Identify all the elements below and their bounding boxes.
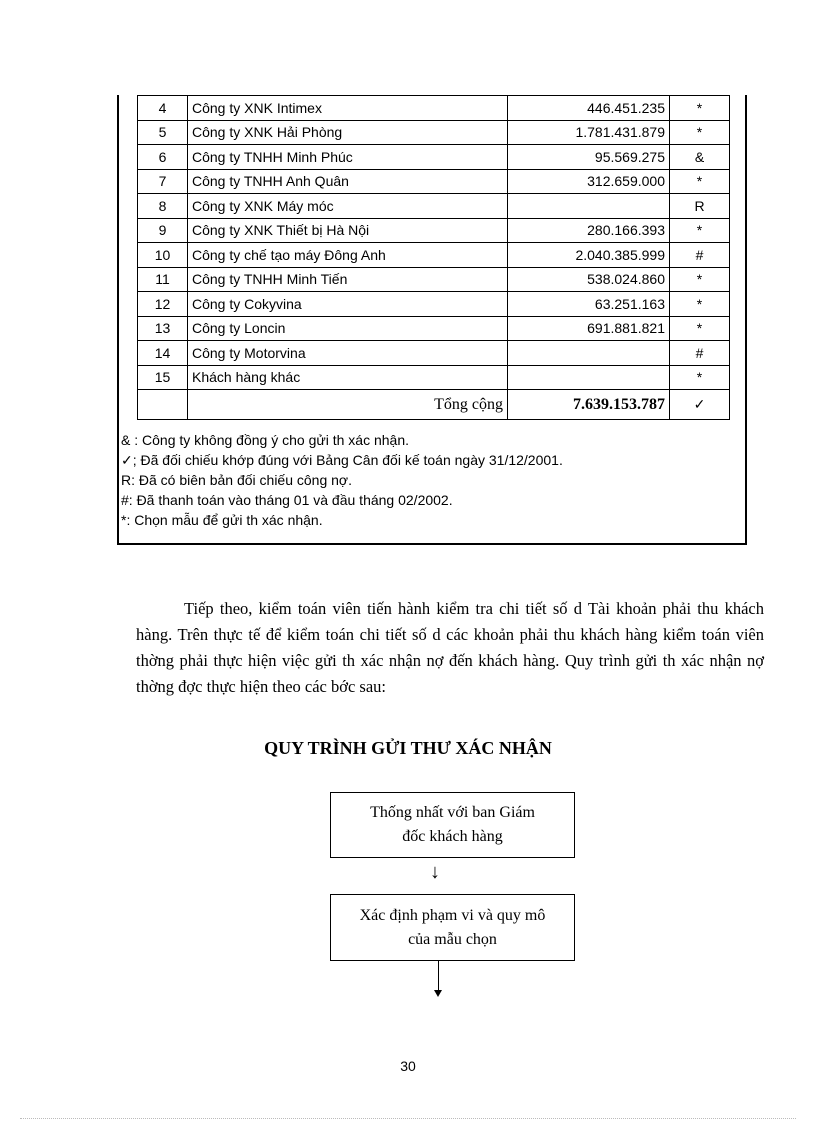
customer-name: Công ty XNK Hải Phòng <box>188 120 508 145</box>
total-row <box>138 390 730 420</box>
row-number: 13 <box>138 316 188 341</box>
customer-name: Khách hàng khác <box>188 365 508 390</box>
body-paragraph <box>136 596 764 700</box>
amount <box>508 341 670 366</box>
note-r: R: Đã có biên bản đối chiếu công nợ. <box>121 472 352 488</box>
flow-step-2 <box>330 894 575 961</box>
total-label: Tổng cộng <box>188 390 508 420</box>
amount: 446.451.235 <box>508 96 670 121</box>
row-number: 14 <box>138 341 188 366</box>
status-mark: * <box>670 120 730 145</box>
flow-step-1 <box>330 792 575 858</box>
total-amount: 7.639.153.787 <box>508 390 670 420</box>
amount: 280.166.393 <box>508 218 670 243</box>
table-row <box>138 194 730 219</box>
status-mark: * <box>670 96 730 121</box>
down-arrow-line <box>438 961 439 993</box>
customer-name: Công ty Loncin <box>188 316 508 341</box>
customer-name: Công ty XNK Intimex <box>188 96 508 121</box>
customer-name: Công ty TNHH Minh Phúc <box>188 145 508 170</box>
status-mark: * <box>670 267 730 292</box>
amount: 95.569.275 <box>508 145 670 170</box>
row-number: 12 <box>138 292 188 317</box>
receivables-table <box>137 95 730 420</box>
total-empty-cell <box>138 390 188 420</box>
status-mark: # <box>670 243 730 268</box>
page-number: 30 <box>400 1058 416 1074</box>
row-number: 15 <box>138 365 188 390</box>
note-hash: #: Đã thanh toán vào tháng 01 và đầu tháng 02/2002. <box>121 492 453 508</box>
table-row <box>138 218 730 243</box>
row-number: 10 <box>138 243 188 268</box>
row-number: 6 <box>138 145 188 170</box>
row-number: 9 <box>138 218 188 243</box>
down-arrow-icon: ↓ <box>430 861 440 883</box>
row-number: 8 <box>138 194 188 219</box>
row-number: 4 <box>138 96 188 121</box>
flow-step-2-text: Xác định phạm vi và quy mô của mẫu chọn <box>359 906 546 948</box>
receivables-table-box <box>117 95 747 545</box>
note-ampersand: & : Công ty không đồng ý cho gửi th xác nhận. <box>121 432 409 448</box>
amount <box>508 365 670 390</box>
note-asterisk: *: Chọn mẫu để gửi th xác nhận. <box>121 512 323 528</box>
status-mark: & <box>670 145 730 170</box>
page-bottom-divider <box>20 1118 796 1119</box>
customer-name: Công ty TNHH Anh Quân <box>188 169 508 194</box>
paragraph-text: Tiếp theo, kiểm toán viên tiến hành kiểm tra chi tiết số d Tài khoản phải thu khách hàng. Trên thực tế để kiểm toán chi tiết số d các khoản phải thu khách hàng kiểm toán viên thờng phải thực hiện việc gửi th xác nhận nợ đến khách hàng. Quy trình gửi th xác nhận nợ thờng đợc thực hiện theo các bớc sau: <box>136 599 764 696</box>
status-mark: # <box>670 341 730 366</box>
table-row <box>138 267 730 292</box>
row-number: 11 <box>138 267 188 292</box>
flow-step-1-text: Thống nhất với ban Giám đốc khách hàng <box>370 804 535 845</box>
amount: 312.659.000 <box>508 169 670 194</box>
customer-name: Công ty Motorvina <box>188 341 508 366</box>
row-number: 5 <box>138 120 188 145</box>
customer-name: Công ty chế tạo máy Đông Anh <box>188 243 508 268</box>
amount: 691.881.821 <box>508 316 670 341</box>
arrow-head-icon <box>434 990 442 997</box>
amount: 1.781.431.879 <box>508 120 670 145</box>
amount <box>508 194 670 219</box>
customer-name: Công ty TNHH Minh Tiến <box>188 267 508 292</box>
legend-notes <box>121 430 563 530</box>
table-row <box>138 120 730 145</box>
table-row <box>138 96 730 121</box>
amount: 2.040.385.999 <box>508 243 670 268</box>
customer-name: Công ty XNK Máy móc <box>188 194 508 219</box>
status-mark: * <box>670 316 730 341</box>
status-mark: * <box>670 169 730 194</box>
amount: 538.024.860 <box>508 267 670 292</box>
row-number: 7 <box>138 169 188 194</box>
customer-name: Công ty XNK Thiết bị Hà Nội <box>188 218 508 243</box>
table-row <box>138 243 730 268</box>
status-mark: * <box>670 292 730 317</box>
table-row <box>138 145 730 170</box>
status-mark: * <box>670 365 730 390</box>
table-row <box>138 316 730 341</box>
table-row <box>138 169 730 194</box>
table-row <box>138 365 730 390</box>
total-check-mark: ✓ <box>670 390 730 420</box>
amount: 63.251.163 <box>508 292 670 317</box>
table-row <box>138 292 730 317</box>
note-checkmark: ✓; Đã đối chiếu khớp đúng với Bảng Cân đối kế toán ngày 31/12/2001. <box>121 452 563 468</box>
table-row <box>138 341 730 366</box>
status-mark: R <box>670 194 730 219</box>
section-heading: QUY TRÌNH GỬI THƯ XÁC NHẬN <box>264 738 552 758</box>
customer-name: Công ty Cokyvina <box>188 292 508 317</box>
status-mark: * <box>670 218 730 243</box>
